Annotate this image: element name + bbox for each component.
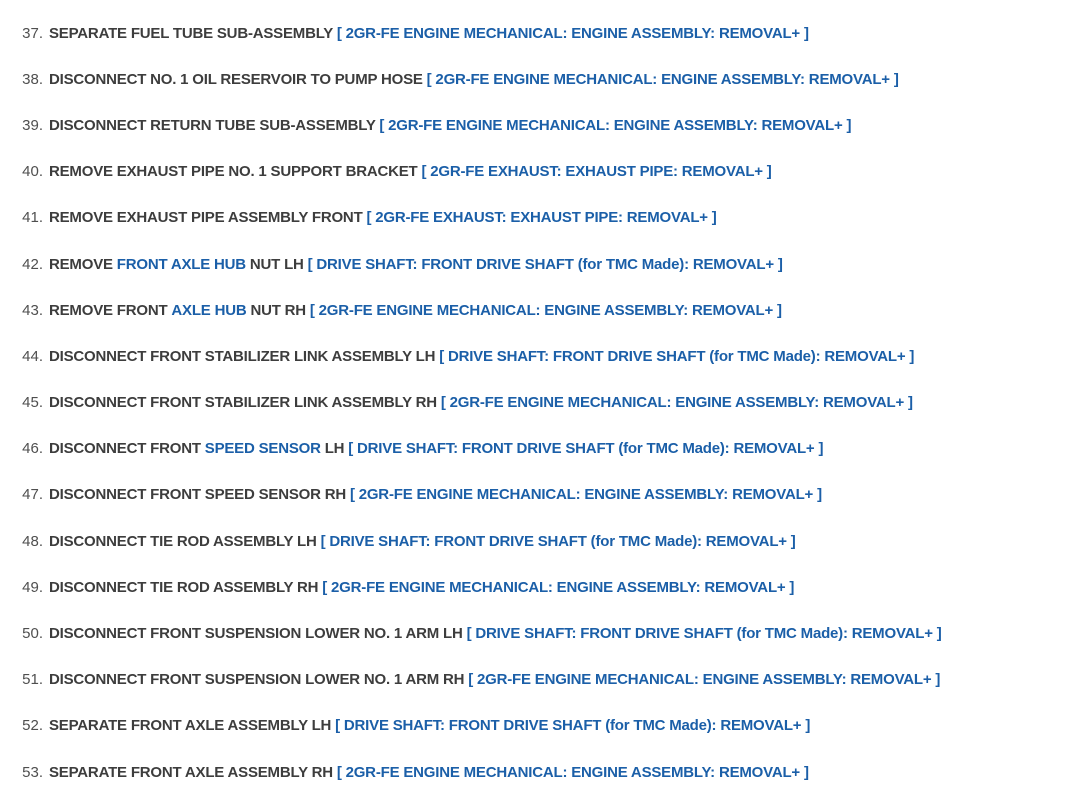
procedure-link[interactable]: AXLE HUB — [171, 301, 247, 319]
step-text: SEPARATE FUEL TUBE SUB-ASSEMBLY — [49, 24, 337, 42]
step-number: 51. — [22, 671, 43, 689]
procedure-step — [0, 10, 1068, 56]
procedure-link[interactable]: [ 2GR-FE EXHAUST: EXHAUST PIPE: REMOVAL+ ] — [366, 209, 717, 227]
procedure-link[interactable]: [ DRIVE SHAFT: FRONT DRIVE SHAFT (for TMC Made): REMOVAL+ ] — [466, 625, 942, 643]
step-number: 40. — [22, 163, 43, 181]
procedure-step — [0, 195, 1068, 241]
step-number: 44. — [22, 347, 43, 365]
procedure-step — [0, 518, 1068, 564]
step-text: NUT RH — [246, 301, 310, 319]
step-text: REMOVE EXHAUST PIPE ASSEMBLY FRONT — [49, 209, 367, 227]
procedure-link[interactable]: [ 2GR-FE ENGINE MECHANICAL: ENGINE ASSEMBLY: REMOVAL+ ] — [336, 763, 809, 781]
step-number: 45. — [22, 394, 43, 412]
procedure-step — [0, 749, 1068, 795]
procedure-link[interactable]: [ 2GR-FE ENGINE MECHANICAL: ENGINE ASSEMBLY: REMOVAL+ ] — [440, 394, 913, 412]
step-text: DISCONNECT TIE ROD ASSEMBLY RH — [49, 578, 323, 596]
procedure-step — [0, 657, 1068, 703]
step-number: 53. — [22, 763, 43, 781]
step-text: DISCONNECT TIE ROD ASSEMBLY LH — [49, 532, 321, 550]
step-text: DISCONNECT FRONT — [49, 440, 205, 458]
procedure-link[interactable]: [ 2GR-FE ENGINE MECHANICAL: ENGINE ASSEMBLY: REMOVAL+ ] — [309, 301, 782, 319]
step-text: DISCONNECT FRONT SUSPENSION LOWER NO. 1 ARM RH — [49, 671, 469, 689]
procedure-step — [0, 149, 1068, 195]
step-text: REMOVE FRONT — [49, 301, 172, 319]
step-number: 50. — [22, 625, 43, 643]
step-text: LH — [320, 440, 349, 458]
step-text: SEPARATE FRONT AXLE ASSEMBLY LH — [49, 717, 336, 735]
procedure-link[interactable]: [ DRIVE SHAFT: FRONT DRIVE SHAFT (for TMC Made): REMOVAL+ ] — [348, 440, 824, 458]
procedure-link[interactable]: [ 2GR-FE ENGINE MECHANICAL: ENGINE ASSEMBLY: REMOVAL+ ] — [322, 578, 795, 596]
procedure-link[interactable]: [ DRIVE SHAFT: FRONT DRIVE SHAFT (for TMC Made): REMOVAL+ ] — [307, 255, 783, 273]
step-number: 43. — [22, 301, 43, 319]
step-text: REMOVE — [49, 255, 117, 273]
procedure-link[interactable]: [ DRIVE SHAFT: FRONT DRIVE SHAFT (for TMC Made): REMOVAL+ ] — [335, 717, 811, 735]
step-number: 39. — [22, 116, 43, 134]
step-text: DISCONNECT RETURN TUBE SUB-ASSEMBLY — [49, 116, 380, 134]
procedure-link[interactable]: [ 2GR-FE ENGINE MECHANICAL: ENGINE ASSEMBLY: REMOVAL+ ] — [349, 486, 822, 504]
procedure-step — [0, 564, 1068, 610]
procedure-link[interactable]: [ 2GR-FE ENGINE MECHANICAL: ENGINE ASSEMBLY: REMOVAL+ ] — [426, 70, 899, 88]
step-number: 52. — [22, 717, 43, 735]
step-text: DISCONNECT FRONT SPEED SENSOR RH — [49, 486, 350, 504]
step-text: DISCONNECT FRONT STABILIZER LINK ASSEMBLY RH — [49, 394, 441, 412]
step-text: SEPARATE FRONT AXLE ASSEMBLY RH — [49, 763, 337, 781]
step-number: 42. — [22, 255, 43, 273]
procedure-step — [0, 703, 1068, 749]
procedure-step — [0, 380, 1068, 426]
procedure-step — [0, 241, 1068, 287]
procedure-step — [0, 56, 1068, 102]
procedure-link[interactable]: [ 2GR-FE ENGINE MECHANICAL: ENGINE ASSEMBLY: REMOVAL+ ] — [468, 671, 941, 689]
step-text: REMOVE EXHAUST PIPE NO. 1 SUPPORT BRACKET — [49, 163, 422, 181]
procedure-step — [0, 610, 1068, 656]
step-text: DISCONNECT FRONT STABILIZER LINK ASSEMBLY LH — [49, 347, 440, 365]
procedure-step — [0, 102, 1068, 148]
step-number: 48. — [22, 532, 43, 550]
step-number: 41. — [22, 209, 43, 227]
step-text: DISCONNECT NO. 1 OIL RESERVOIR TO PUMP HOSE — [49, 70, 427, 88]
step-text: DISCONNECT FRONT SUSPENSION LOWER NO. 1 ARM LH — [49, 625, 467, 643]
procedure-link[interactable]: [ 2GR-FE EXHAUST: EXHAUST PIPE: REMOVAL+ ] — [421, 163, 772, 181]
procedure-link[interactable]: SPEED SENSOR — [204, 440, 321, 458]
procedure-link[interactable]: [ DRIVE SHAFT: FRONT DRIVE SHAFT (for TMC Made): REMOVAL+ ] — [439, 347, 915, 365]
procedure-step — [0, 472, 1068, 518]
procedure-step — [0, 426, 1068, 472]
step-number: 46. — [22, 440, 43, 458]
procedure-link[interactable]: FRONT AXLE HUB — [116, 255, 246, 273]
step-number: 47. — [22, 486, 43, 504]
step-number: 49. — [22, 578, 43, 596]
procedure-link[interactable]: [ 2GR-FE ENGINE MECHANICAL: ENGINE ASSEMBLY: REMOVAL+ ] — [336, 24, 809, 42]
procedure-link[interactable]: [ 2GR-FE ENGINE MECHANICAL: ENGINE ASSEMBLY: REMOVAL+ ] — [379, 116, 852, 134]
step-number: 37. — [22, 24, 43, 42]
step-number: 38. — [22, 70, 43, 88]
procedure-step — [0, 333, 1068, 379]
procedure-link[interactable]: [ DRIVE SHAFT: FRONT DRIVE SHAFT (for TMC Made): REMOVAL+ ] — [320, 532, 796, 550]
procedure-step — [0, 287, 1068, 333]
step-text: NUT LH — [245, 255, 308, 273]
